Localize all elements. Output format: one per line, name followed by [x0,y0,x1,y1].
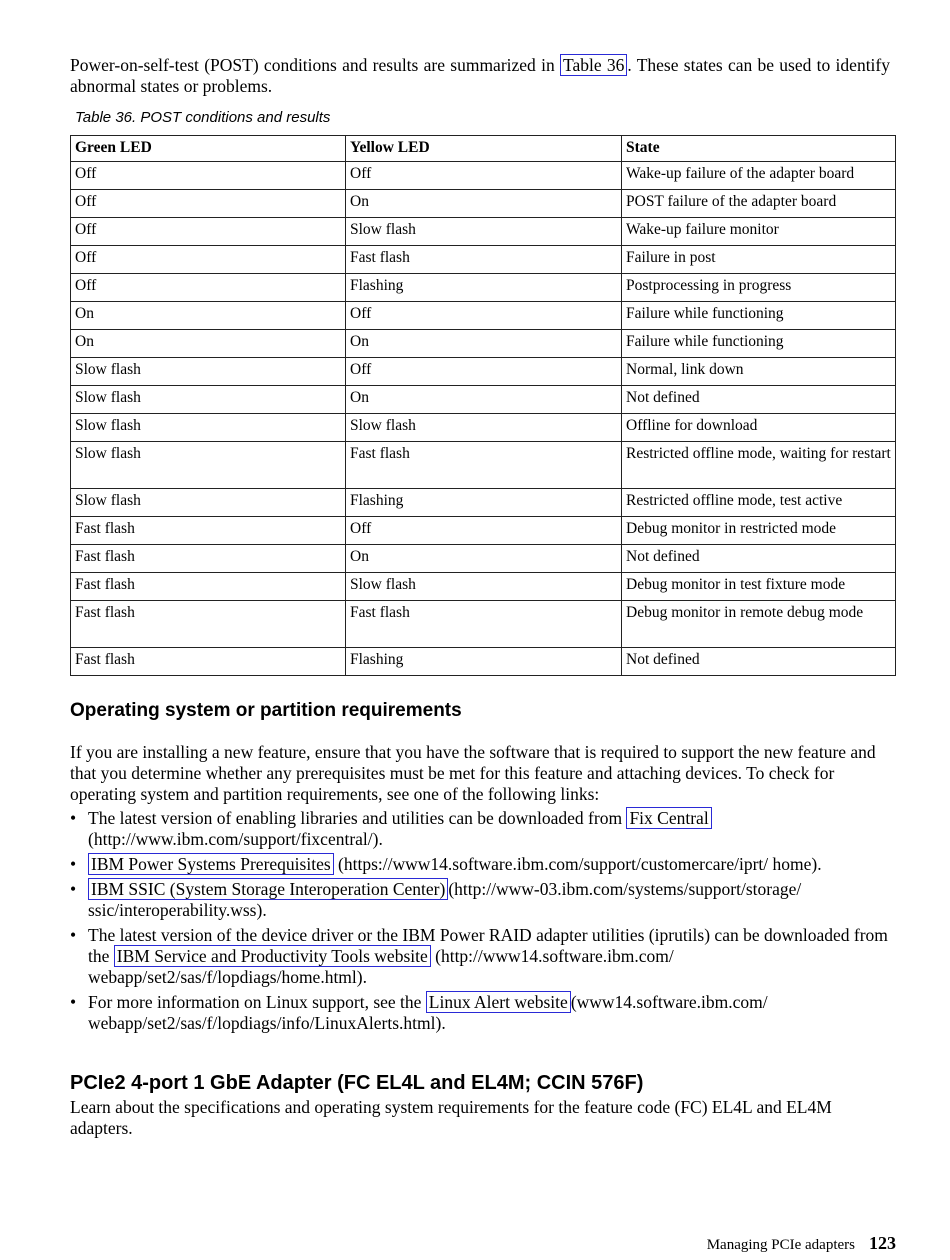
state-cell: Not defined [622,386,896,414]
state-cell: POST failure of the adapter board [622,190,896,218]
bullet-icon: • [70,992,77,1012]
state-cell: Debug monitor in restricted mode [622,517,896,545]
state-cell: Debug monitor in remote debug mode [622,601,896,648]
table-row [71,517,896,545]
adapter-heading: PCIe2 4-port 1 GbE Adapter (FC EL4L and EL4M; CCIN 576F) [70,1072,644,1094]
table-row [71,414,896,442]
green-led-cell: Slow flash [71,358,346,386]
fix-central-link[interactable]: Fix Central [626,807,711,829]
bullet-icon: • [70,854,77,874]
yellow-led-cell: On [346,330,622,358]
bullet-icon: • [70,879,77,899]
state-cell: Debug monitor in test fixture mode [622,573,896,601]
table-row [71,573,896,601]
table-header-row [71,136,896,162]
state-cell: Normal, link down [622,358,896,386]
intro-paragraph [70,55,890,97]
green-led-cell: Fast flash [71,648,346,676]
state-cell: Not defined [622,648,896,676]
state-cell: Offline for download [622,414,896,442]
intro-text-before: Power-on-self-test (POST) conditions and results are summarized in [70,55,560,75]
requirements-link-list [70,808,892,1038]
table-row [71,648,896,676]
list-item-text: The latest version of the device driver or the IBM Power RAID adapter utilities (iprutils) can be downloaded from the [88,925,888,966]
state-cell: Failure in post [622,246,896,274]
table-row [71,330,896,358]
list-item-text: For more information on Linux support, see the [88,992,426,1012]
ibm-ssic-link[interactable]: IBM SSIC (System Storage Interoperation Center) [88,878,448,900]
state-cell: Postprocessing in progress [622,274,896,302]
list-item [70,854,892,875]
table-row [71,190,896,218]
list-item [70,925,892,988]
list-item-url: (https://www14.software.ibm.com/support/customercare/iprt/ home). [333,854,822,874]
green-led-cell: Off [71,190,346,218]
state-cell: Wake-up failure monitor [622,218,896,246]
yellow-led-cell: Slow flash [346,573,622,601]
table-row [71,358,896,386]
yellow-led-cell: Flashing [346,648,622,676]
table-row [71,601,896,648]
intro-text-after: . These states can be used to identify abnormal states or problems. [70,55,890,96]
yellow-led-cell: Flashing [346,489,622,517]
column-header-green-led: Green LED [71,136,346,162]
service-tools-link[interactable]: IBM Service and Productivity Tools website [114,945,431,967]
yellow-led-cell: Off [346,517,622,545]
list-item-url: (http://www14.software.ibm.com/ webapp/set2/sas/f/lopdiags/home.html). [88,946,674,987]
yellow-led-cell: Off [346,162,622,190]
table-row [71,218,896,246]
green-led-cell: Slow flash [71,489,346,517]
list-item-url: (www14.software.ibm.com/ webapp/set2/sas/f/lopdiags/info/LinuxAlerts.html). [88,992,768,1033]
yellow-led-cell: Off [346,302,622,330]
page-footer [707,1233,896,1254]
green-led-cell: Off [71,218,346,246]
os-requirements-heading: Operating system or partition requirements [70,700,462,721]
green-led-cell: Fast flash [71,601,346,648]
green-led-cell: Slow flash [71,386,346,414]
yellow-led-cell: On [346,190,622,218]
table-row [71,442,896,489]
table-row [71,246,896,274]
state-cell: Not defined [622,545,896,573]
list-item-url: (http://www-03.ibm.com/systems/support/storage/ ssic/interoperability.wss). [88,879,802,920]
green-led-cell: Fast flash [71,573,346,601]
yellow-led-cell: On [346,386,622,414]
table-row [71,489,896,517]
green-led-cell: Slow flash [71,442,346,489]
green-led-cell: Off [71,274,346,302]
yellow-led-cell: Fast flash [346,601,622,648]
green-led-cell: Slow flash [71,414,346,442]
green-led-cell: Off [71,162,346,190]
state-cell: Failure while functioning [622,330,896,358]
yellow-led-cell: On [346,545,622,573]
yellow-led-cell: Off [346,358,622,386]
table-row [71,162,896,190]
state-cell: Wake-up failure of the adapter board [622,162,896,190]
bullet-icon: • [70,808,77,828]
yellow-led-cell: Slow flash [346,218,622,246]
os-requirements-paragraph: If you are installing a new feature, ensure that you have the software that is required to support the new feature and that you determine whether any prerequisites must be met for this feature and attaching devices. To check for operating system and partition requirements, see one of the following links: [70,742,876,804]
table-row [71,274,896,302]
green-led-cell: Fast flash [71,545,346,573]
linux-alert-link[interactable]: Linux Alert website [426,991,571,1013]
list-item [70,992,892,1034]
yellow-led-cell: Flashing [346,274,622,302]
state-cell: Failure while functioning [622,302,896,330]
table-row [71,545,896,573]
footer-section-title: Managing PCIe adapters [706,1237,855,1253]
column-header-yellow-led: Yellow LED [346,136,622,162]
list-item [70,879,892,921]
green-led-cell: Fast flash [71,517,346,545]
green-led-cell: Off [71,246,346,274]
adapter-paragraph: Learn about the specifications and operating system requirements for the feature code (FC) EL4L and EL4M adapters. [70,1097,832,1138]
state-cell: Restricted offline mode, waiting for restart [622,442,896,489]
table-caption: Table 36. POST conditions and results [75,109,331,126]
post-conditions-table [70,135,896,676]
page-number: 123 [869,1233,896,1253]
green-led-cell: On [71,330,346,358]
bullet-icon: • [70,925,77,945]
yellow-led-cell: Slow flash [346,414,622,442]
column-header-state: State [622,136,896,162]
list-item [70,808,892,850]
yellow-led-cell: Fast flash [346,246,622,274]
table-36-link[interactable]: Table 36 [560,54,627,76]
yellow-led-cell: Fast flash [346,442,622,489]
list-item-url: (http://www.ibm.com/support/fixcentral/). [88,829,383,849]
table-row [71,302,896,330]
state-cell: Restricted offline mode, test active [622,489,896,517]
list-item-text: The latest version of enabling libraries and utilities can be downloaded from [88,808,627,828]
power-prerequisites-link[interactable]: IBM Power Systems Prerequisites [88,853,334,875]
green-led-cell: On [71,302,346,330]
table-row [71,386,896,414]
